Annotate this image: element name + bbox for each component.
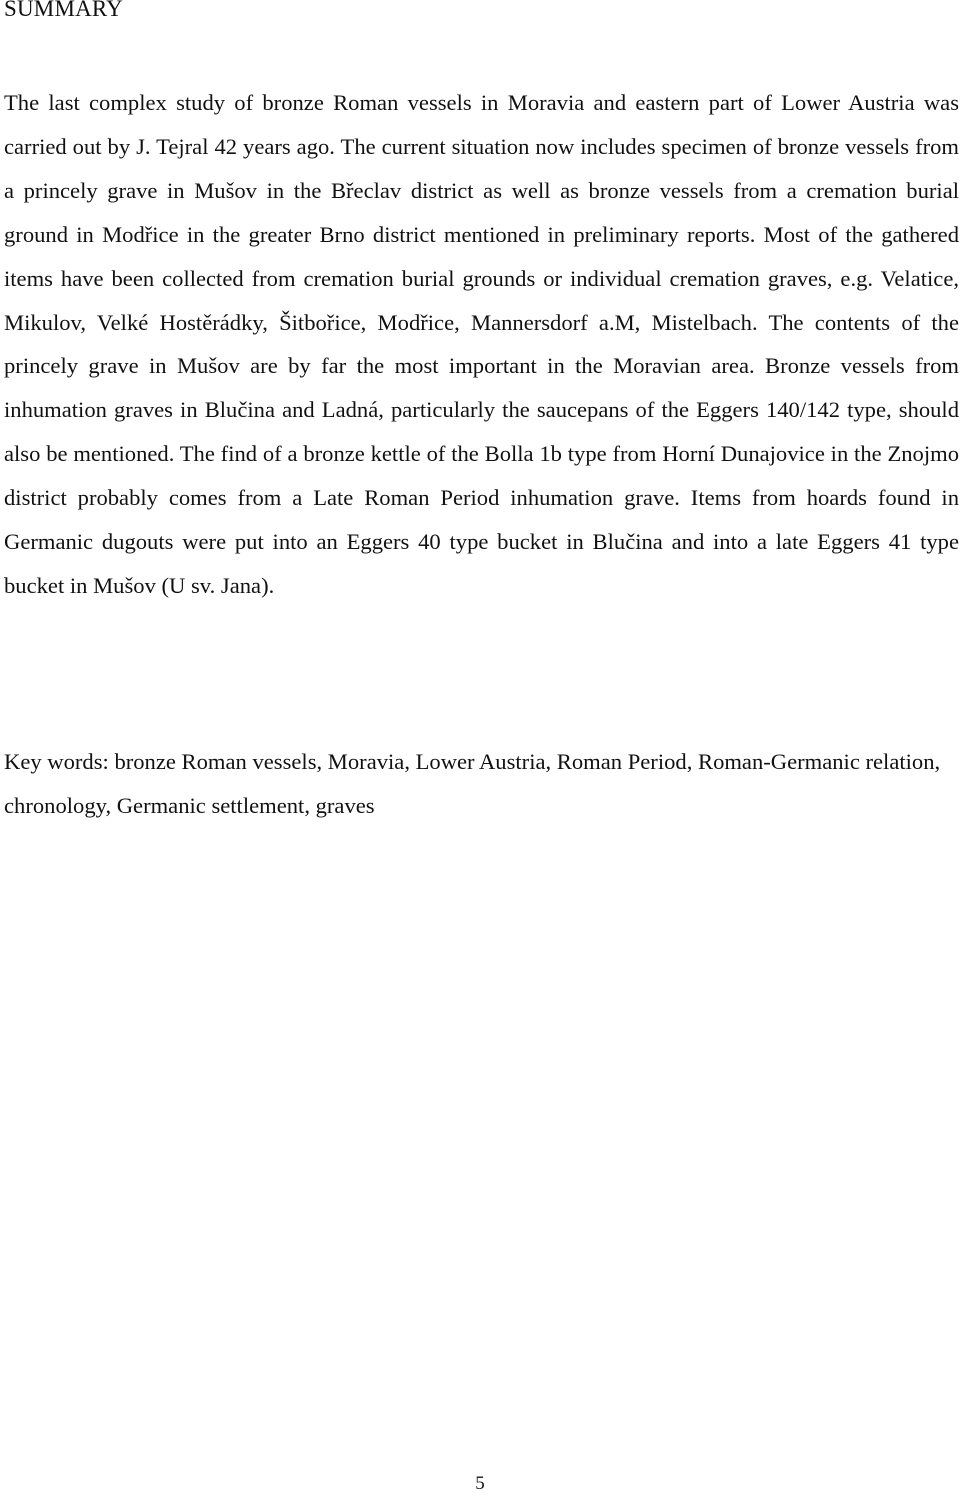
page-number: 5 [475,1473,485,1494]
keywords-paragraph: Key words: bronze Roman vessels, Moravia, Lower Austria, Roman Period, Roman-Germanic relation, chronology, Germanic settlement, graves [4,749,941,818]
section-heading: SUMMARY [4,0,123,21]
summary-paragraph: The last complex study of bronze Roman vessels in Moravia and eastern part of Lower Austria was carried out by J. Tejral 42 years ago. The current situation now includes specimen of bronze vessels from a princely grave in Mušov in the Břeclav district as well as bronze vessels from a cremation burial ground in Modřice in the greater Brno district mentioned in preliminary reports. Most of the gathered items have been collected from cremation burial grounds or individual cremation graves, e.g. Velatice, Mikulov, Velké Hostěrádky, Šitbořice, Modřice, Mannersdorf a.M, Mistelbach. The contents of the princely grave in Mušov are by far the most important in the Moravian area. Bronze vessels from inhumation graves in Blučina and Ladná, particularly the saucepans of the Eggers 140/142 type, should also be mentioned. The find of a bronze kettle of the Bolla 1b type from Horní Dunajovice in the Znojmo district probably comes from a Late Roman Period inhumation grave. Items from hoards found in Germanic dugouts were put into an Eggers 40 type bucket in Blučina and into a late Eggers 41 type bucket in Mušov (U sv. Jana). [4,90,959,598]
